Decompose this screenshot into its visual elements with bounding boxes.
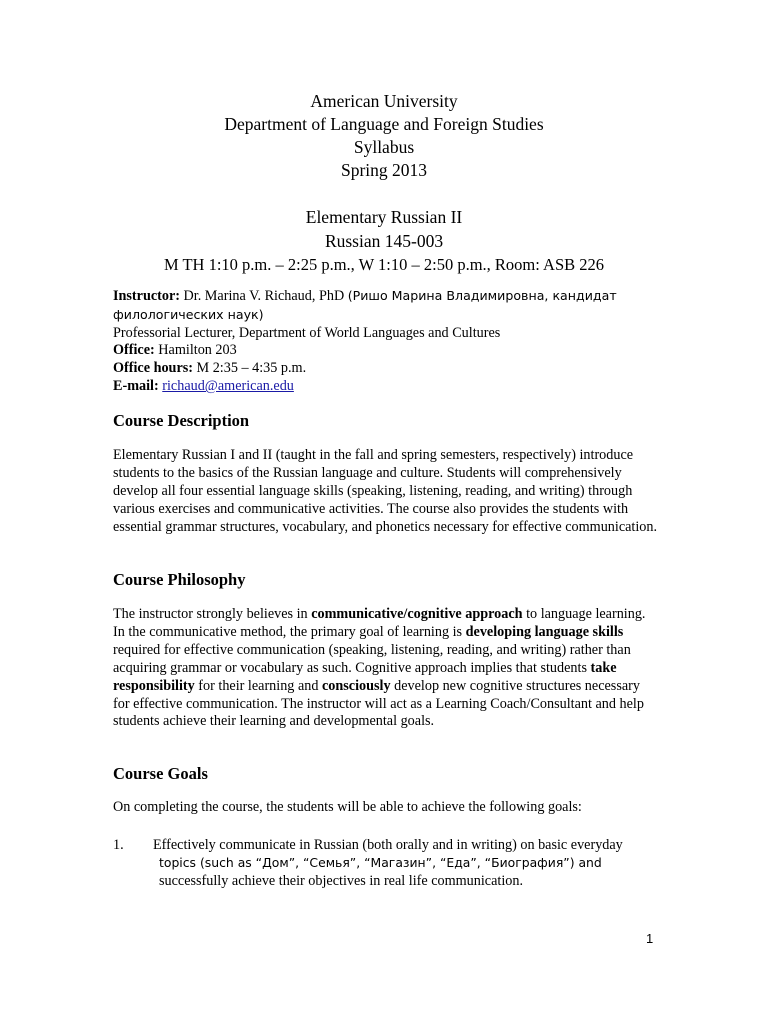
term: Spring 2013 (340, 160, 428, 180)
office-hours-label: Office hours: (113, 360, 193, 377)
instructor-name-russian: (Ришо Марина Владимировна, кандидат филологических наук) (113, 288, 617, 322)
office-hours-value: M 2:35 – 4:35 p.m. (196, 360, 307, 377)
office-hours-line (113, 360, 673, 378)
course-code: Russian 145-003 (324, 231, 444, 251)
course-philosophy-text: The instructor strongly believes in communicative/cognitive approach to language learning. In the communicative method, the primary goal of learning is developing language skills required for effective communication (speaking, listening, reading, and writing) rather than acquiring grammar or vocabulary as such. Cognitive approach implies that students take responsibility for their learning and consciously develop new cognitive structures necessary for effective communication. The instructor will act as a Learning Coach/Consultant and help students achieve their learning and developmental goals. (113, 606, 646, 730)
course-goals-intro: On completing the course, the students will be able to achieve the following goals: (113, 799, 582, 815)
instructor-label: Instructor: (113, 288, 180, 304)
emphasis-skills: developing language skills (465, 623, 624, 640)
document-header (0, 90, 768, 182)
emphasis-responsibility: take responsibility (113, 659, 617, 694)
email-label: E-mail: (113, 377, 159, 394)
emphasis-approach: communicative/cognitive approach (311, 606, 523, 622)
instructor-line (113, 287, 673, 325)
email-line (113, 378, 673, 396)
office-line (113, 342, 673, 360)
university-name: American University (310, 91, 458, 111)
instructor-position: Professorial Lecturer, Department of World Languages and Cultures (113, 324, 501, 341)
instructor-info (113, 287, 673, 396)
course-title: Elementary Russian II (305, 207, 463, 227)
office-value: Hamilton 203 (158, 342, 237, 359)
emphasis-consciously: consciously (321, 677, 391, 694)
office-label: Office: (113, 342, 155, 359)
course-description-heading: Course Description (113, 411, 250, 430)
goal-number: 1. (113, 837, 124, 853)
goal-text: Effectively communicate in Russian (both orally and in writing) on basic everyday topics (such as “Дом”, “Семья”, “Магазин”, “Еда”, “Биография”) and successfully achieve their objectives in real life communication. (153, 837, 623, 889)
department-name: Department of Language and Foreign Studies (224, 114, 544, 134)
email-link[interactable]: richaud@american.edu (162, 377, 294, 394)
page-number: 1 (646, 931, 654, 946)
instructor-name: Dr. Marina V. Richaud, PhD (183, 288, 345, 304)
course-philosophy-heading: Course Philosophy (113, 570, 246, 589)
course-heading (0, 205, 768, 276)
course-goals-heading: Course Goals (113, 764, 208, 783)
course-description-text: Elementary Russian I and II (taught in the fall and spring semesters, respectively) introduce students to the basics of the Russian language and culture. Students will comprehensively develop all four essential language skills (speaking, listening, reading, and writing) through various exercises and communicative activities. The course also provides the students with essential grammar structures, vocabulary, and phonetics necessary for effective communication. (113, 447, 658, 535)
document-type: Syllabus (353, 137, 415, 157)
course-schedule: M TH 1:10 p.m. – 2:25 p.m., W 1:10 – 2:50 p.m., Room: ASB 226 (163, 255, 605, 274)
